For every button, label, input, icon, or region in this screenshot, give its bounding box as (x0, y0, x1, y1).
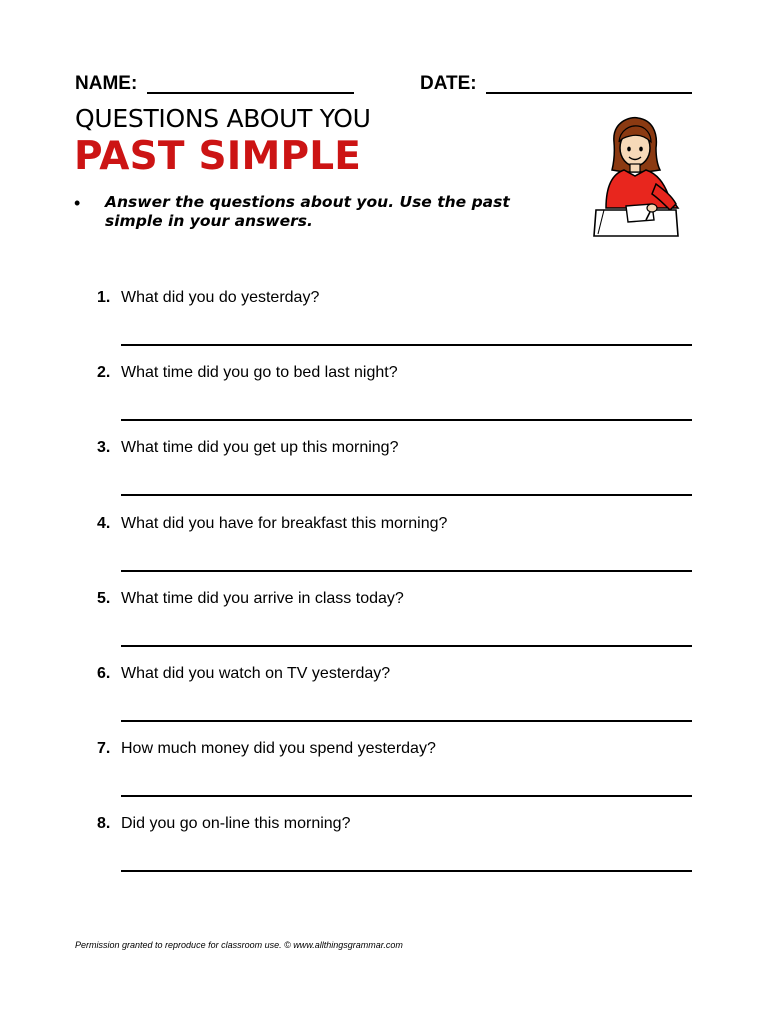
instruction-bullet: • (74, 193, 81, 213)
question-text: What time did you get up this morning? (121, 439, 399, 456)
answer-line[interactable] (121, 870, 692, 872)
question-text: How much money did you spend yesterday? (121, 740, 436, 757)
answer-line[interactable] (121, 344, 692, 346)
date-field[interactable] (486, 92, 692, 94)
question-number: 8. (97, 815, 111, 832)
question-number: 7. (97, 740, 111, 757)
name-field[interactable] (147, 92, 354, 94)
footer-permission: Permission granted to reproduce for classroom use. © www.allthingsgrammar.com (75, 940, 403, 950)
name-label: NAME: (75, 73, 138, 94)
question-number: 2. (97, 364, 111, 381)
instruction-text: Answer the questions about you. Use the past simple in your answers. (105, 193, 510, 230)
girl-writing-at-desk-illustration (590, 112, 682, 240)
question-number: 5. (97, 590, 111, 607)
question-number: 6. (97, 665, 111, 682)
answer-line[interactable] (121, 570, 692, 572)
question-number: 4. (97, 515, 111, 532)
worksheet-subtitle: QUESTIONS ABOUT YOU (75, 104, 371, 133)
answer-line[interactable] (121, 720, 692, 722)
worksheet-title: PAST SIMPLE (74, 134, 362, 179)
question-text: Did you go on-line this morning? (121, 815, 351, 832)
answer-line[interactable] (121, 795, 692, 797)
answer-line[interactable] (121, 419, 692, 421)
question-text: What did you watch on TV yesterday? (121, 665, 391, 682)
date-label: DATE: (420, 73, 477, 94)
question-text: What time did you go to bed last night? (121, 364, 398, 381)
question-text: What did you do yesterday? (121, 289, 320, 306)
question-text: What did you have for breakfast this morning? (121, 515, 448, 532)
question-number: 3. (97, 439, 111, 456)
question-number: 1. (97, 289, 111, 306)
answer-line[interactable] (121, 494, 692, 496)
question-text: What time did you arrive in class today? (121, 590, 404, 607)
answer-line[interactable] (121, 645, 692, 647)
